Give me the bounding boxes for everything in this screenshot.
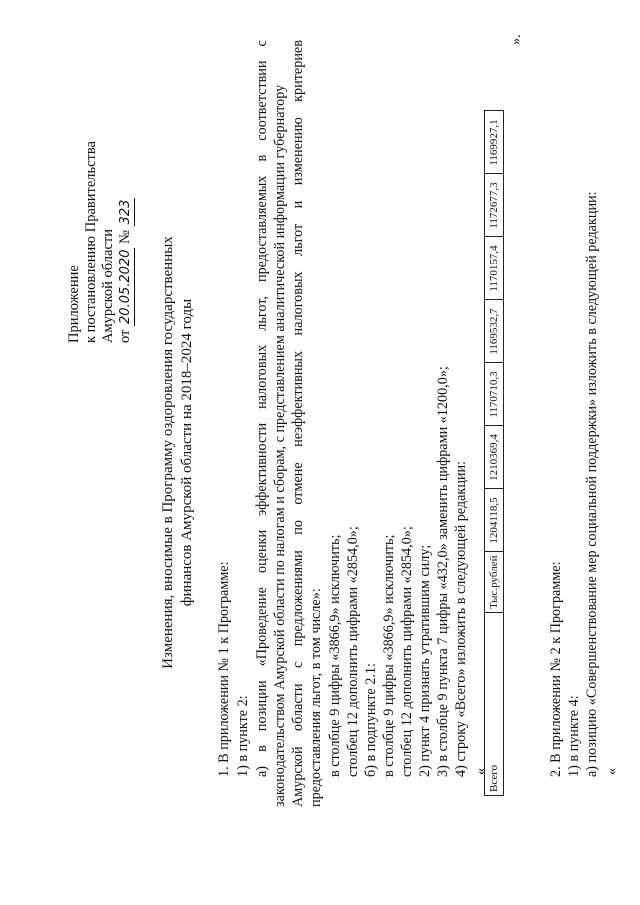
value-cell: 1169927,1 [485,111,504,174]
justified-word: отмене [290,462,306,505]
justified-word: с [254,40,270,47]
appendix-decree-line: к постановлению Правительства [83,141,99,343]
value-cell: 1170710,3 [485,363,504,426]
appendix-date-line [117,141,135,343]
section1-item-b-col12: столбец 12 дополнить цифрами «2854,0»; [399,526,415,777]
title-line-1: Изменения, вносимые в Программу оздоровления государственных [160,236,176,669]
justified-word: а) [254,765,270,777]
section2-quote-open-mark: « [604,767,620,775]
value-cell: 1204118,5 [485,489,504,552]
justified-word: Амурской [290,746,306,807]
section2-item-a: а) позицию «Совершенствование мер социальной поддержки» изложить в следующей редакции: [584,191,600,777]
justified-word: предложениями [290,550,306,647]
justified-word: неэффективных [290,350,306,447]
table-row [485,111,504,796]
value-cell: 1169532,7 [485,300,504,363]
section2-heading: 2. В приложении № 2 к Программе: [548,561,564,777]
justified-word: предоставляемых [254,175,270,283]
justified-word: с [290,661,306,669]
unit-cell: Тыс.рублей [485,552,504,613]
justified-word: соответствии [254,60,270,141]
number-prefix: № [117,230,133,244]
handwritten-number: 323 [118,199,133,225]
appendix-region-line: Амурской области [100,229,116,343]
value-cell: 1170157,4 [485,237,504,300]
section1-item1: 1) в пункте 2: [235,695,251,777]
handwritten-date: 20.05.2020 [118,249,133,324]
justified-word: критериев [290,40,306,102]
section1-item-a-line1 [254,40,271,777]
justified-word: эффективности [254,422,270,516]
section1-item4: 4) строку «Всего» изложить в следующей редакции: [453,460,469,777]
justified-word: льгот, [254,296,270,331]
section1-item-a-line4: предоставления льгот, в том числе»: [308,588,324,807]
section1-item-a-col9: в столбце 9 цифры «3866,9» исключить; [327,534,343,777]
appendix-header [66,141,135,343]
totals-table [484,111,504,797]
section1-item-a-line2: законодательством Амурской области по налогам и сборам, с представлением аналитической информации губернатору [272,84,288,807]
section1-item-a-col12: столбец 12 дополнить цифрами «2854,0»; [345,526,361,777]
section1-heading: 1. В приложении № 1 к Программе: [216,561,232,777]
justified-word: налоговых [290,271,306,336]
justified-word: оценки [254,529,270,574]
date-prefix: от [117,329,133,343]
document-title [159,0,197,905]
value-cell: 1210369,4 [485,426,504,489]
justified-word: в [254,154,270,162]
appendix-title: Приложение [66,265,82,343]
quote-close-mark: ». [508,34,524,45]
total-label-cell: Всего [485,613,504,796]
justified-word: налоговых [254,344,270,409]
value-cell: 1172677,3 [485,174,504,237]
section1-item3: 3) в столбце 9 пункта 7 цифры «432,0» заменить цифрами «1200,0»; [435,366,451,777]
section2-item1: 1) в пункте 4: [566,695,582,777]
justified-word: по [290,520,306,535]
section1-item-b-col9: в столбце 9 цифры «3866,9» исключить; [381,534,397,777]
justified-word: «Проведение [254,587,270,667]
section1-item2: 2) пункт 4 признать утратившим силу; [417,544,433,777]
justified-word: изменению [290,117,306,186]
section1-item-a-line3 [290,40,307,807]
justified-word: позиции [254,680,270,732]
justified-word: льгот [290,223,306,256]
totals-table-wrapper [484,111,504,797]
justified-word: и [290,200,306,209]
section1-item-b: б) в подпункте 2.1: [363,663,379,777]
title-line-2: финансов Амурской области на 2018–2024 годы [179,298,195,607]
justified-word: области [290,683,306,731]
quote-open-mark: « [473,767,489,775]
justified-word: в [254,745,270,752]
